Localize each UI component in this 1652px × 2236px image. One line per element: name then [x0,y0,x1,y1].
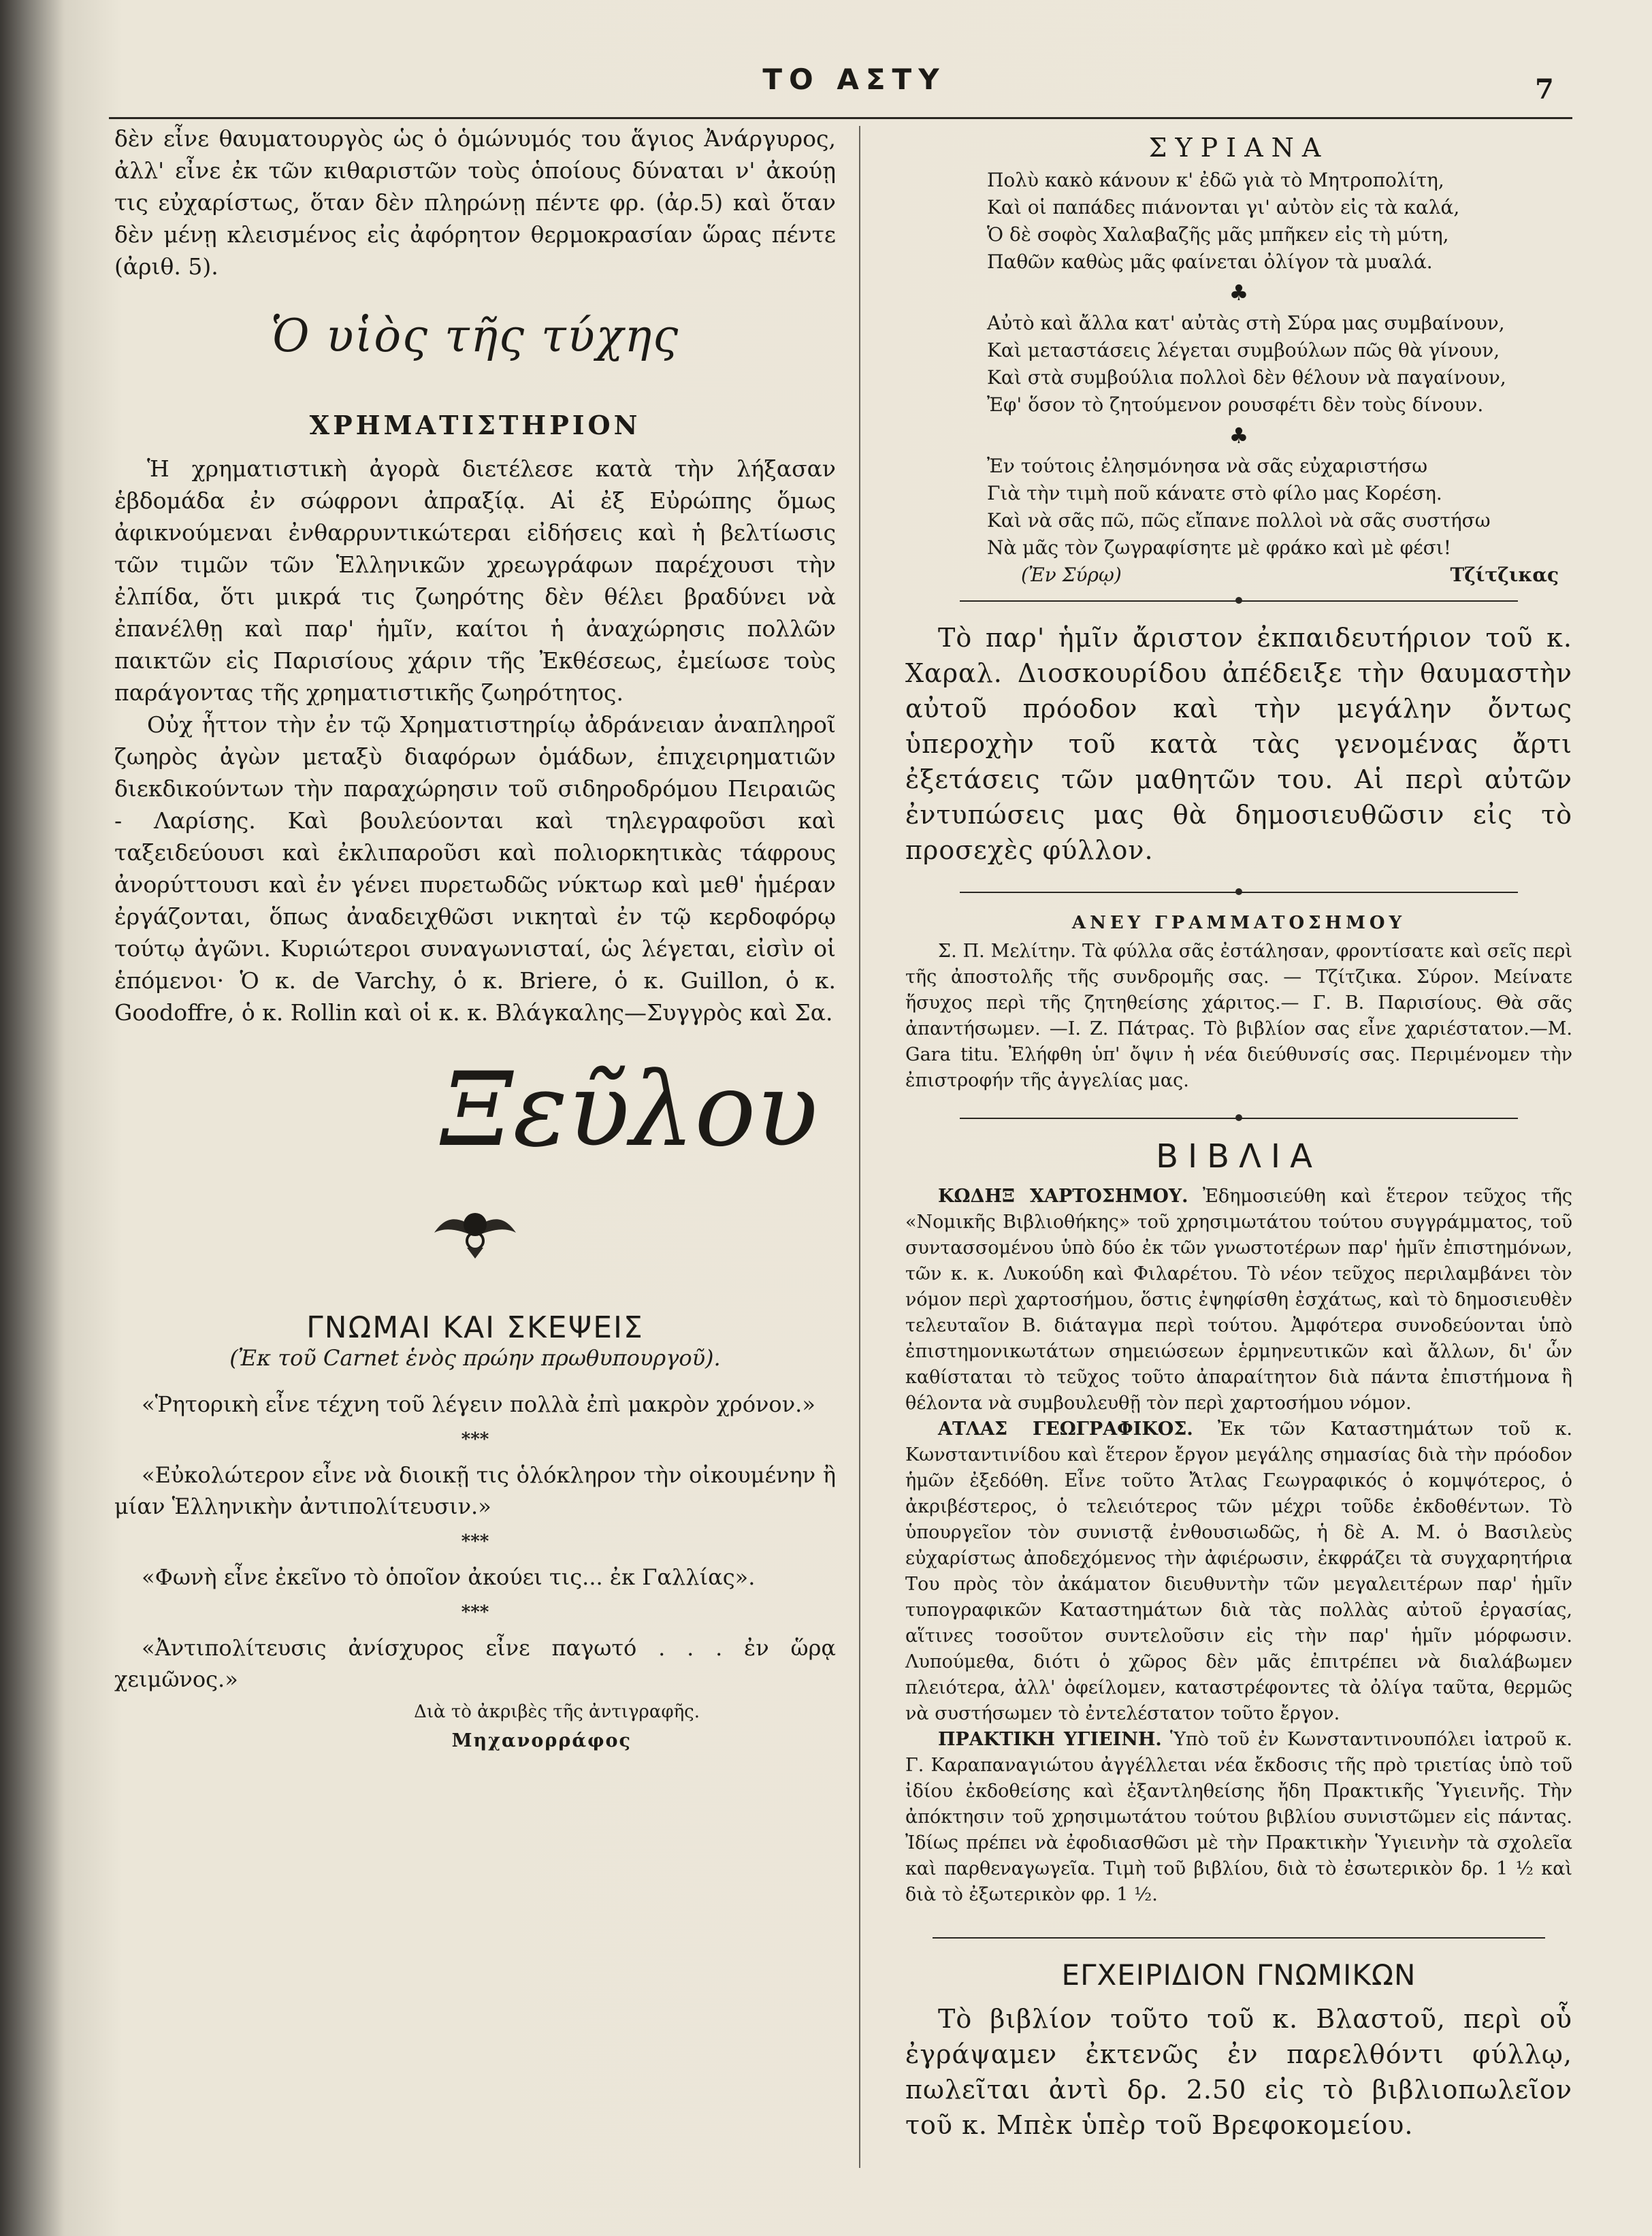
book-entry-title: ΚΩΔΗΞ ΧΑΡΤΟΣΗΜΟΥ. [938,1186,1188,1207]
stars-separator: *** [461,1532,489,1552]
poem-line: Καὶ στὰ συμβούλια πολλοὶ δὲν θέλουν νὰ παγαίνουν, [987,366,1506,389]
book-entry-text: Ὑπὸ τοῦ ἐν Κωνσταντινουπόλει ἰατροῦ κ. Γ. Καραπαναγιώτου ἀγγέλλεται νέα ἔκδοσις τῆς πρὸ τριετίας ὑπὸ τοῦ ἰδίου ἐκδοθείσης καὶ ἐξαντληθείσης ἤδη Πρακτικῆς Ὑγιεινῆς. Τὴν ἀπόκτησιν τοῦ χρησιμωτάτου τούτου βιβλίου συνιστῶμεν εἰς πάντας. Ἰδίως πρέπει νὰ ἐφοδιασθῶσι μὲ τὴν Πρακτικὴν Ὑγιεινὴν τὰ σχολεῖα καὶ παρθεναγωγεῖα. Τιμὴ τοῦ βιβλίου, διὰ τὸ ἐσωτερικὸν δρ. 1 ½ καὶ διὰ τὸ ἐξωτερικὸν φρ. 1 ½. [905,1729,1572,1905]
signature: Ξεῦλου [441,1051,818,1169]
exchange-paragraph-2: Οὐχ ἧττον τὴν ἐν τῷ Χρηματιστηρίῳ ἀδράνειαν ἀναπληροῖ ζωηρὸς ἀγὼν μεταξὺ διαφόρων ὁμάδων, ἐπιχειρηματιῶν διεκδικούντων τὴν παραχώρησιν τοῦ σιδηροδρόμου Πειραιῶς - Λαρίσης. Καὶ βουλεύονται καὶ τηλεγραφοῦσι καὶ ταξειδεύουσι καὶ ἐκλιπαροῦσι καὶ πολιορκητικὰς τάφρους ἀνορύττουσι καὶ ἐν γένει πυρετωδῶς νύκτωρ καὶ μεθ' ἡμέραν ἐργάζονται, ὅπως ἀναδειχθῶσι νικηταὶ ἐν τῷ κερδοφόρῳ τούτῳ ἀγῶνι. Κυριώτεροι συναγωνισταί, ὡς λέγεται, εἰσὶν οἱ ἑπόμενοι· Ὁ κ. de Varchy, ὁ κ. Briere, ὁ κ. Guillon, ὁ κ. Goodoffre, ὁ κ. Rollin καὶ οἱ κ. κ. Βλάγκαλης—Συγγρὸς καὶ Σα. [114,711,836,1026]
left-column [114,123,836,1751]
book-entry-title: ΑΤΛΑΣ ΓΕΩΓΡΑΦΙΚΟΣ. [938,1419,1193,1440]
newspaper-title: ΤΟ ΑΣΤΥ [762,63,946,96]
header-rule [109,117,1572,119]
encheiridion-text: Τὸ βιβλίον τοῦτο τοῦ κ. Βλαστοῦ, περὶ οὗ ἐγράψαμεν ἐκτενῶς ἐν παρελθόντι φύλλῳ, πωλεῖται ἀντὶ δρ. 2.50 εἰς τὸ βιβλιοπωλεῖον τοῦ κ. Μπὲκ ὑπὲρ τοῦ Βρεφοκομείου. [905,2004,1572,2140]
poem-line: Πολὺ κακὸ κάνουν κ' ἐδῶ γιὰ τὸ Μητροπολίτη, [987,169,1444,191]
poem-line: Γιὰ τὴν τιμὴ ποῦ κάνατε στὸ φίλο μας Κορέση. [987,482,1442,504]
book-entry [905,1727,1572,1908]
separator [905,1931,1572,1945]
attribution-line: Διὰ τὸ ἀκριβὲς τῆς ἀντιγραφῆς. [414,1702,700,1722]
separator [905,1112,1572,1125]
poem-line: Καὶ νὰ σᾶς πῶ, πῶς εἴπανε πολλοὶ νὰ σᾶς συστήσω [987,509,1491,532]
book-entry-text: Ἐκ τῶν Καταστημάτων τοῦ κ. Κωνσταντινίδου καὶ ἕτερον ἔργον μεγάλης σημασίας διὰ τὴν πρόοδον ἡμῶν ἐξεδόθη. Εἶνε τοῦτο Ἄτλας Γεωγραφικός ὁ κομψότερος, ὁ ἀκριβέστερος, ὁ τελειότερος τῶν μέχρι τοῦδε ἐκδοθέντων. Τὸ ὑπουργεῖον τὸν συνιστᾷ ἐνθουσιωδῶς, ἡ δὲ Α. Μ. ὁ Βασιλεὺς εὐχαρίστως ἀποδεχόμενος τὴν ἀφιέρωσιν, ἐκφράζει τὰ συγχαρητήρια Του πρὸς τὸν ἀκάματον διευθυντὴν τῶν μεγαλειτέρων παρ' ἡμῖν τυπογραφικῶν Καταστημάτων διὰ τὰς πολλὰς αὐτοῦ ἐργασίας, αἵτινες τοσοῦτον συντελοῦσιν εἰς τὴν παρ' ἡμῖν μόρφωσιν. Λυπούμεθα, διότι ὁ χῶρος δὲν μᾶς ἐπιτρέπει νὰ διαλάβωμεν πλειότερα, ἀλλ' ὀφείλομεν, καταστρέφοντες τὰ ὀλίγα ταῦτα, θερμῶς νὰ συστήσωμεν τὸ ἐντελέστατον τοῦτο ἔργον. [905,1419,1572,1724]
poem-author: Τζίτζικας [1450,564,1559,586]
poem-line: Αὐτὸ καὶ ἄλλα κατ' αὐτὰς στὴ Σύρα μας συμβαίνουν, [987,312,1505,334]
poem-place: (Ἐν Σύρῳ) [1021,564,1122,586]
books-title: ΒΙΒΛΙΑ [1156,1137,1322,1176]
ornament-icon [114,1199,836,1263]
attribution-name: Μηχανορράφος [451,1730,632,1751]
no-stamp-title: ΑΝΕΥ ΓΡΑΜΜΑΤΟΣΗΜΟΥ [1071,913,1406,933]
syriana-title: ΣΥΡΙΑΝΑ [1148,133,1329,163]
school-paragraph: Τὸ παρ' ἡμῖν ἄριστον ἐκπαιδευτήριον τοῦ κ. Χαραλ. Διοσκουρίδου ἀπέδειξε τὴν θαυμαστὴν αὐτοῦ πρόοδον καὶ τὴν μεγάλην ὄντως ὑπεροχὴν τοῦ κατὰ τὰς γενομένας ἄρτι ἐξετάσεις τῶν μαθητῶν του. Αἱ περὶ αὐτῶν ἐντυπώσεις μας θὰ δημοσιευθῶσιν εἰς τὸ προσεχὲς φύλλον. [905,623,1572,865]
exchange-title: ΧΡΗΜΑΤΙΣΤΗΡΙΟΝ [309,410,641,440]
book-entry-title: ΠΡΑΚΤΙΚΗ ΥΓΙΕΙΝΗ. [938,1729,1162,1750]
leaf-ornament-icon: ♣ [1229,280,1249,306]
leaf-ornament-icon: ♣ [1229,423,1249,449]
no-stamp-text: Σ. Π. Μελίτην. Τὰ φύλλα σᾶς ἐστάλησαν, φροντίσατε καὶ σεῖς περὶ τῆς ἀποστολῆς τῆς συνδρομῆς σας. — Τζίτζικα. Σύρον. Μείνατε ἥσυχος περὶ τῆς ζητηθείσης χάριτος.— Γ. Β. Παρισίους. Θὰ σᾶς ἀπαντήσωμεν. —Ι. Ζ. Πάτρας. Τὸ βιβλίον σας εἶνε χαριέστατον.—Μ. Gara titu. Ἐλήφθη ὑπ' ὄψιν ἡ νέα διεύθυνσίς σας. Περιμένομεν τὴν ἐπιστροφήν τῆς ἀγγελίας μας. [905,941,1572,1091]
poem-line: Καὶ οἱ παπάδες πιάνονται γι' αὐτὸν εἰς τὰ καλά, [987,196,1460,218]
handwritten-caption: Ὁ υἱὸς τῆς τύχης [270,310,680,362]
separator [905,886,1572,899]
encheiridion-title: ΕΓΧΕΙΡΙΔΙΟΝ ΓΝΩΜΙΚΩΝ [1061,1958,1416,1992]
book-entry [905,1416,1572,1727]
poem-line: Ἐφ' ὅσον τὸ ζητούμενον ρουσφέτι δὲν τοὺς δίνουν. [987,393,1484,416]
intro-paragraph: δὲν εἶνε θαυματουργὸς ὡς ὁ ὁμώνυμός του ἅγιος Ἀνάργυρος, ἀλλ' εἶνε ἐκ τῶν κιθαριστῶν τοὺς ὁποίους δύναται ν' ἀκούῃ τις εὐχαρίστως, ὅταν δὲν πληρώνῃ πέντε φρ. (ἀρ.5) καὶ ὅταν δὲν μένῃ κλεισμένος εἰς ἀφόρητον θερμοκρασίαν ὥρας πέντε (ἀριθ. 5). [114,125,836,280]
poem-line: Καὶ μεταστάσεις λέγεται συμβούλων πῶς θὰ γίνουν, [987,339,1500,361]
page-number: 7 [1535,74,1554,106]
stars-separator: *** [461,1429,489,1450]
book-entry-text: Ἐδημοσιεύθη καὶ ἕτερον τεῦχος τῆς «Νομικῆς Βιβλιοθήκης» τοῦ χρησιμωτάτου τούτου συγγράμματος, τοῦ συντασσομένου ὑπὸ δύο ἐκ τῶν γνωστοτέρων παρ' ἡμῖν ἐπιστημόνων, τῶν κ. κ. Λυκούδη καὶ Φιλαρέτου. Τὸ νέον τεῦχος περιλαμβάνει τὸν νόμον περὶ χαρτοσήμου, ὅστις ἐψηφίσθη ἐσχάτως, καὶ τὸ δημοσιευθὲν τελευταῖον Β. διάταγμα περὶ τούτου. Ἀμφότερα συνοδεύονται ὑπὸ ἐπιστημονικωτάτων σημειώσεων ἑρμηνευτικῶν καὶ ἄλλων, δι' ὧν καθίσταται τὸ τεῦχος τοῦτο ἀπαραίτητον διὰ πάντα ἐπιστήμονα ἢ θέλοντα νὰ συμβουλευθῇ τὸν περὶ χαρτοσήμου νόμον. [905,1186,1572,1414]
gnomai-title: ΓΝΩΜΑΙ ΚΑΙ ΣΚΕΨΕΙΣ [306,1310,644,1345]
quote: «Ἀντιπολίτευσις ἀνίσχυρος εἶνε παγωτό . . . ἐν ὥρᾳ χειμῶνος.» [114,1635,836,1692]
poem-line: Ἐν τούτοις ἐλησμόνησα νὰ σᾶς εὐχαριστήσω [987,455,1428,477]
separator [905,594,1572,608]
poem-line: Παθῶν καθὼς μᾶς φαίνεται ὀλίγον τὰ μυαλά. [987,250,1433,273]
right-column [905,133,1572,2143]
poem-footer [1021,562,1559,589]
quote: «Φωνὴ εἶνε ἐκεῖνο τὸ ὁποῖον ἀκούει τις... ἐκ Γαλλίας». [142,1564,756,1590]
stars-separator: *** [461,1602,489,1623]
poem-line: Ὁ δὲ σοφὸς Χαλαβαζῆς μᾶς μπῆκεν εἰς τὴ μύτη, [987,223,1449,246]
quote: «Ῥητορικὴ εἶνε τέχνη τοῦ λέγειν πολλὰ ἐπὶ μακρὸν χρόνον.» [142,1391,815,1417]
quote: «Εὐκολώτερον εἶνε νὰ διοικῇ τις ὁλόκληρον τὴν οἰκουμένην ἢ μίαν Ἑλληνικὴν ἀντιπολίτευσιν.» [114,1462,836,1519]
column-divider [859,126,860,2168]
exchange-paragraph-1: Ἡ χρηματιστικὴ ἀγορὰ διετέλεσε κατὰ τὴν λήξασαν ἑβδομάδα ἐν σώφρονι ἀπραξίᾳ. Αἱ ἐξ Εὐρώπης ὅμως ἀφικνούμεναι ἐνθαρρυντικώτεραι εἰδήσεις καὶ ἡ βελτίωσις τῶν τιμῶν τῶν Ἑλληνικῶν χρεωγράφων παρέχουσι τὴν ἐλπίδα, ὅτι μικρά τις ζωηρότης δὲν θέλει βραδύνει νὰ ἐπανέλθῃ καὶ παρ' ἡμῖν, καίτοι ἡ ἀναχώρησις πολλῶν παικτῶν εἰς Παρισίους χάριν τῆς Ἐκθέσεως, ἐμείωσε τοὺς παράγοντας τῆς χρηματιστικῆς ζωηρότητος. [114,455,836,706]
book-entry [905,1184,1572,1416]
poem-line: Νὰ μᾶς τὸν ζωγραφίσητε μὲ φράκο καὶ μὲ φέσι! [987,536,1451,559]
gnomai-subtitle: (Ἐκ τοῦ Carnet ἑνὸς πρώην πρωθυπουργοῦ). [229,1345,721,1371]
